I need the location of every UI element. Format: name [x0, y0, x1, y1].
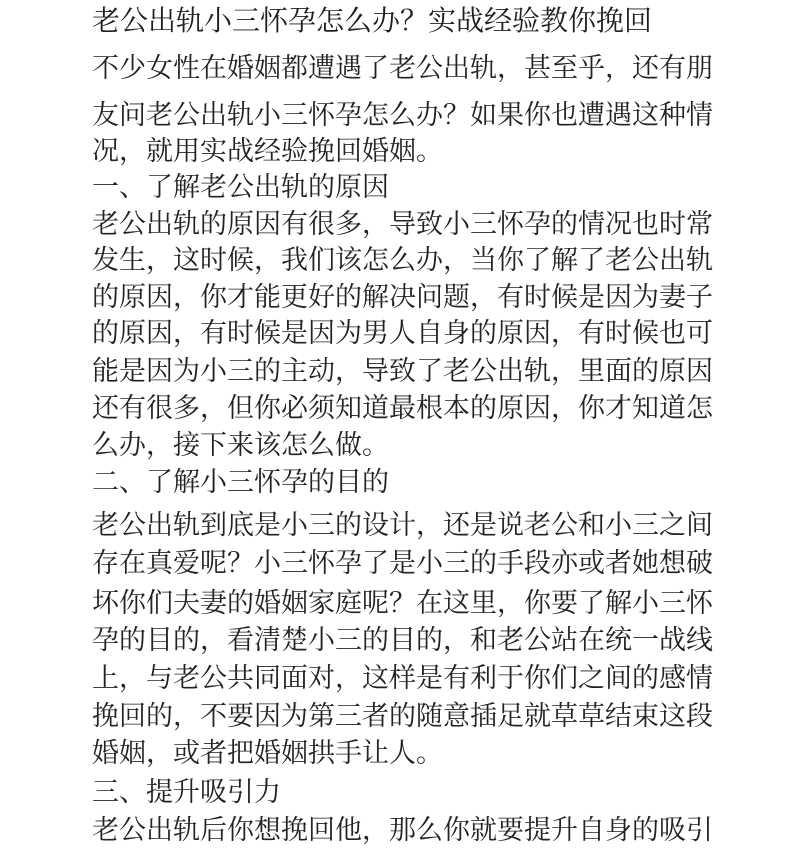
paragraph-line: 婚姻，或者把婚姻拱手让人。 [92, 738, 443, 769]
article-title: 老公出轨小三怀孕怎么办？实战经验教你挽回 [92, 4, 653, 37]
paragraph-line: 挽回的，不要因为第三者的随意插足就草草结束这段 [92, 701, 713, 732]
paragraph-line: 友问老公出轨小三怀孕怎么办？如果你也遭遇这种情 [92, 100, 713, 131]
paragraph-line: 的原因，有时候是因为男人自身的原因，有时候也可 [92, 318, 713, 349]
paragraph-line: 的原因，你才能更好的解决问题，有时候是因为妻子 [92, 282, 713, 313]
paragraph-line: 上，与老公共同面对，这样是有利于你们之间的感情 [92, 663, 713, 694]
section-heading-2: 二、了解小三怀孕的目的 [92, 467, 389, 498]
paragraph-line: 老公出轨后你想挽回他，那么你就要提升自身的吸引 [92, 815, 713, 846]
section-heading-3: 三、提升吸引力 [92, 777, 281, 808]
paragraph-line: 况，就用实战经验挽回婚姻。 [92, 136, 443, 167]
section-heading-1: 一、了解老公出轨的原因 [92, 172, 389, 203]
paragraph-line: 还有很多，但你必须知道最根本的原因，你才知道怎 [92, 393, 713, 424]
paragraph-line: 坏你们夫妻的婚姻家庭呢？在这里，你要了解小三怀 [92, 588, 713, 619]
paragraph-line: 发生，这时候，我们该怎么办，当你了解了老公出轨 [92, 245, 713, 276]
paragraph-line: 老公出轨的原因有很多，导致小三怀孕的情况也时常 [92, 209, 713, 240]
paragraph-line: 能是因为小三的主动，导致了老公出轨，里面的原因 [92, 356, 713, 387]
paragraph-line: 孕的目的，看清楚小三的目的，和老公站在统一战线 [92, 625, 713, 656]
paragraph-line: 么办，接下来该怎么做。 [92, 430, 389, 461]
paragraph-line: 存在真爱呢？小三怀孕了是小三的手段亦或者她想破 [92, 548, 713, 579]
paragraph-line: 老公出轨到底是小三的设计，还是说老公和小三之间 [92, 510, 713, 541]
paragraph-line: 不少女性在婚姻都遭遇了老公出轨，甚至乎，还有朋 [92, 53, 713, 84]
